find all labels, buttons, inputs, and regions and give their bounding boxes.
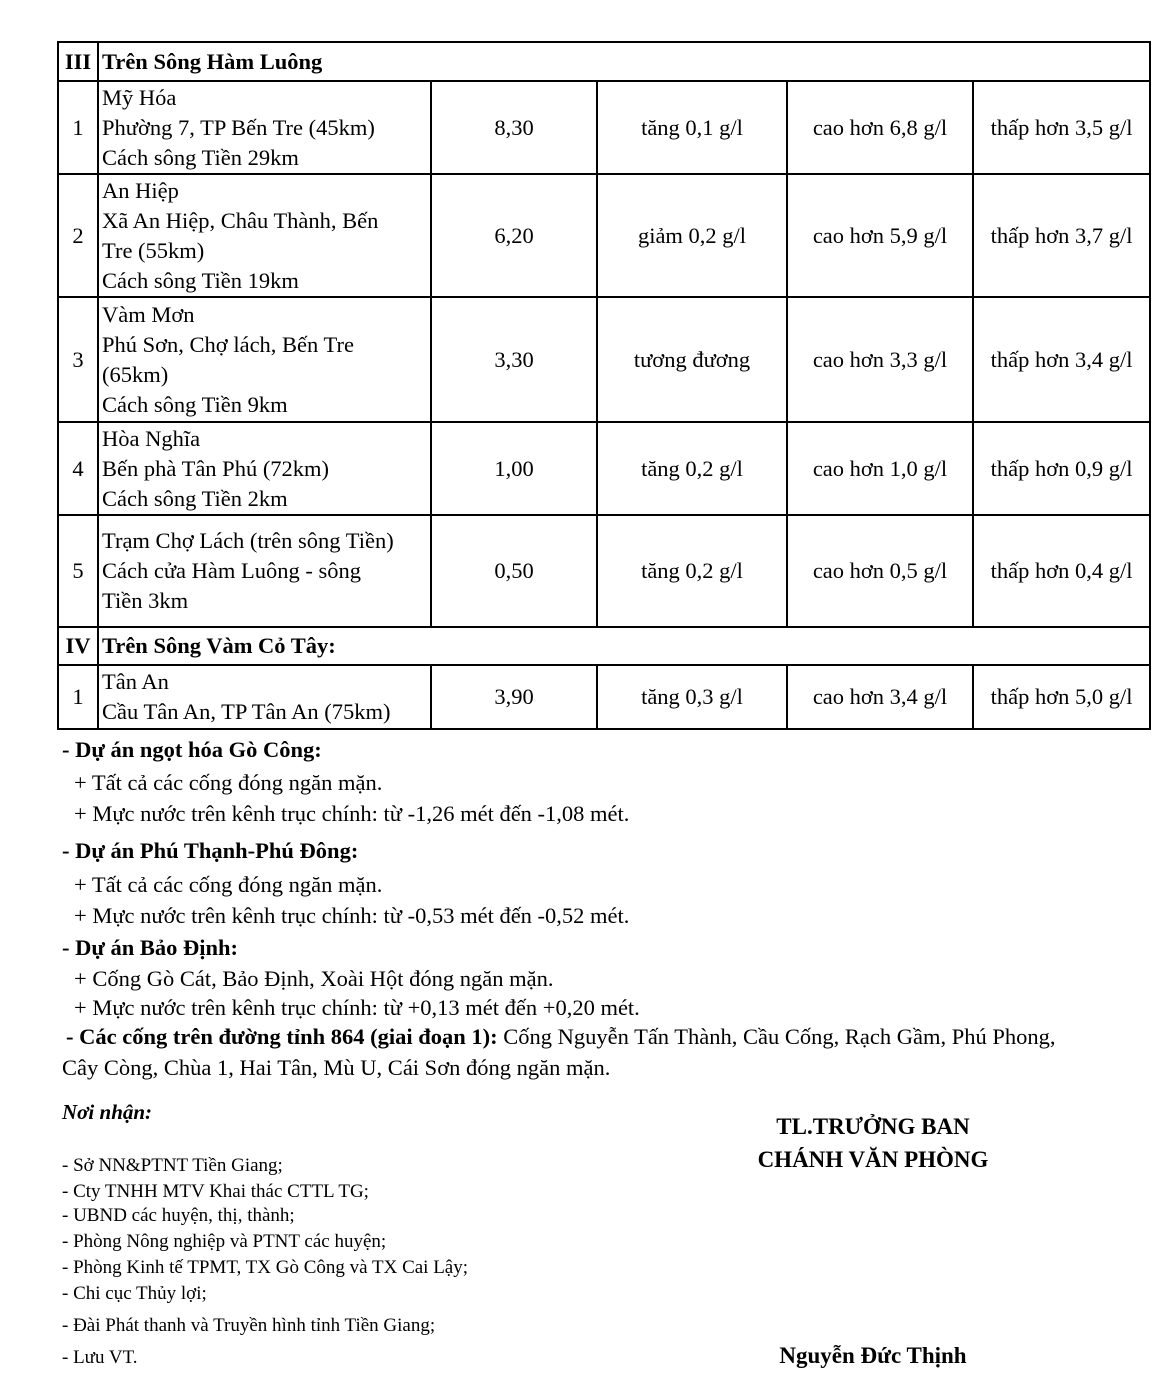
row-number: 2 bbox=[58, 174, 98, 297]
comparison-higher: cao hơn 0,5 g/l bbox=[787, 515, 973, 627]
section-header-row bbox=[58, 42, 1150, 81]
river-distance: Cách sông Tiền 2km bbox=[102, 485, 288, 511]
location-cell bbox=[98, 81, 431, 174]
station-name: Mỹ Hóa bbox=[102, 84, 177, 110]
project-line: + Mực nước trên kênh trục chính: từ -0,53 mét đến -0,52 mét. bbox=[74, 903, 630, 928]
project-line: + Tất cả các cống đóng ngăn mặn. bbox=[74, 770, 383, 795]
salinity-table bbox=[57, 41, 1151, 730]
station-address: Cách cửa Hàm Luông - sông bbox=[102, 558, 362, 583]
recipient-item: - Sở NN&PTNT Tiền Giang; bbox=[62, 1155, 283, 1176]
salinity-value: 8,30 bbox=[431, 81, 597, 174]
project-title: - Dự án Phú Thạnh-Phú Đông: bbox=[62, 838, 359, 863]
signer-name: Nguyễn Đức Thịnh bbox=[779, 1343, 967, 1368]
section-number: IV bbox=[58, 627, 98, 665]
location-cell bbox=[98, 422, 431, 515]
station-address: Xã An Hiệp, Châu Thành, Bến bbox=[102, 207, 379, 233]
project-title: - Dự án Bảo Định: bbox=[62, 935, 239, 960]
salinity-change: tương đương bbox=[597, 297, 787, 422]
project-line: + Tất cả các cống đóng ngăn mặn. bbox=[74, 872, 383, 897]
river-distance: Cách sông Tiền 29km bbox=[102, 144, 299, 170]
comparison-higher: cao hơn 3,3 g/l bbox=[787, 297, 973, 422]
station-address: Cầu Tân An, TP Tân An (75km) bbox=[102, 699, 391, 724]
comparison-lower: thấp hơn 0,9 g/l bbox=[973, 422, 1150, 515]
signature-title: TL.TRƯỞNG BAN bbox=[776, 1114, 970, 1139]
station-name: An Hiệp bbox=[102, 177, 179, 203]
section-title: Trên Sông Vàm Cỏ Tây: bbox=[98, 627, 1150, 665]
road-gates-title: - Các cống trên đường tỉnh 864 (giai đoạn 1): bbox=[66, 1024, 498, 1049]
table-row bbox=[58, 297, 1150, 422]
comparison-higher: cao hơn 6,8 g/l bbox=[787, 81, 973, 174]
salinity-change: giảm 0,2 g/l bbox=[597, 174, 787, 297]
station-name: Hòa Nghĩa bbox=[102, 425, 201, 451]
location-cell bbox=[98, 665, 431, 729]
table-row bbox=[58, 174, 1150, 297]
salinity-change: tăng 0,2 g/l bbox=[597, 422, 787, 515]
road-gates-text: Cống Nguyễn Tấn Thành, Cầu Cống, Rạch Gầm, Phú Phong, bbox=[497, 1024, 1056, 1049]
salinity-value: 3,30 bbox=[431, 297, 597, 422]
salinity-change: tăng 0,2 g/l bbox=[597, 515, 787, 627]
comparison-higher: cao hơn 1,0 g/l bbox=[787, 422, 973, 515]
station-name: Vàm Mơn bbox=[102, 301, 195, 327]
recipient-item: - UBND các huyện, thị, thành; bbox=[62, 1205, 295, 1226]
section-number: III bbox=[58, 42, 98, 81]
salinity-change: tăng 0,1 g/l bbox=[597, 81, 787, 174]
salinity-value: 0,50 bbox=[431, 515, 597, 627]
station-address-cont: Tre (55km) bbox=[102, 237, 205, 263]
comparison-higher: cao hơn 3,4 g/l bbox=[787, 665, 973, 729]
recipient-item: - Đài Phát thanh và Truyền hình tỉnh Tiền Giang; bbox=[62, 1315, 436, 1336]
station-address: Phường 7, TP Bến Tre (45km) bbox=[102, 114, 375, 140]
row-number: 4 bbox=[58, 422, 98, 515]
station-address: Bến phà Tân Phú (72km) bbox=[102, 455, 330, 481]
project-line: + Mực nước trên kênh trục chính: từ -1,26 mét đến -1,08 mét. bbox=[74, 801, 630, 826]
row-number: 5 bbox=[58, 515, 98, 627]
row-number: 1 bbox=[58, 665, 98, 729]
comparison-higher: cao hơn 5,9 g/l bbox=[787, 174, 973, 297]
recipient-item: - Cty TNHH MTV Khai thác CTTL TG; bbox=[62, 1181, 369, 1202]
station-name: Tân An bbox=[102, 669, 169, 694]
station-address-cont: (65km) bbox=[102, 361, 169, 387]
comparison-lower: thấp hơn 3,7 g/l bbox=[973, 174, 1150, 297]
table-row bbox=[58, 515, 1150, 627]
river-distance: Cách sông Tiền 19km bbox=[102, 267, 299, 293]
table-row bbox=[58, 422, 1150, 515]
location-cell bbox=[98, 174, 431, 297]
section-header-row bbox=[58, 627, 1150, 665]
comparison-lower: thấp hơn 5,0 g/l bbox=[973, 665, 1150, 729]
comparison-lower: thấp hơn 3,4 g/l bbox=[973, 297, 1150, 422]
road-gates-text-cont: Cây Còng, Chùa 1, Hai Tân, Mù U, Cái Sơn đóng ngăn mặn. bbox=[62, 1055, 611, 1080]
station-name: Trạm Chợ Lách (trên sông Tiền) bbox=[102, 528, 394, 553]
project-line: + Cống Gò Cát, Bảo Định, Xoài Hột đóng ngăn mặn. bbox=[74, 966, 554, 991]
station-address-cont: Tiền 3km bbox=[102, 588, 189, 613]
row-number: 3 bbox=[58, 297, 98, 422]
project-line: + Mực nước trên kênh trục chính: từ +0,13 mét đến +0,20 mét. bbox=[74, 995, 640, 1020]
location-cell bbox=[98, 515, 431, 627]
project-title: - Dự án ngọt hóa Gò Công: bbox=[62, 737, 322, 762]
recipient-item: - Phòng Kinh tế TPMT, TX Gò Công và TX Cai Lậy; bbox=[62, 1257, 469, 1278]
recipient-item: - Chi cục Thủy lợi; bbox=[62, 1283, 207, 1304]
signature-subtitle: CHÁNH VĂN PHÒNG bbox=[757, 1147, 989, 1172]
comparison-lower: thấp hơn 0,4 g/l bbox=[973, 515, 1150, 627]
location-cell bbox=[98, 297, 431, 422]
road-gates-paragraph bbox=[66, 1022, 1056, 1052]
salinity-value: 6,20 bbox=[431, 174, 597, 297]
river-distance: Cách sông Tiền 9km bbox=[102, 391, 288, 417]
recipient-item: - Phòng Nông nghiệp và PTNT các huyện; bbox=[62, 1231, 387, 1252]
section-title: Trên Sông Hàm Luông bbox=[98, 42, 1150, 81]
recipients-title: Nơi nhận: bbox=[62, 1100, 153, 1124]
salinity-value: 3,90 bbox=[431, 665, 597, 729]
table-row bbox=[58, 665, 1150, 729]
recipient-item: - Lưu VT. bbox=[62, 1347, 138, 1368]
station-address: Phú Sơn, Chợ lách, Bến Tre bbox=[102, 331, 354, 357]
comparison-lower: thấp hơn 3,5 g/l bbox=[973, 81, 1150, 174]
salinity-value: 1,00 bbox=[431, 422, 597, 515]
salinity-change: tăng 0,3 g/l bbox=[597, 665, 787, 729]
row-number: 1 bbox=[58, 81, 98, 174]
table-row bbox=[58, 81, 1150, 174]
